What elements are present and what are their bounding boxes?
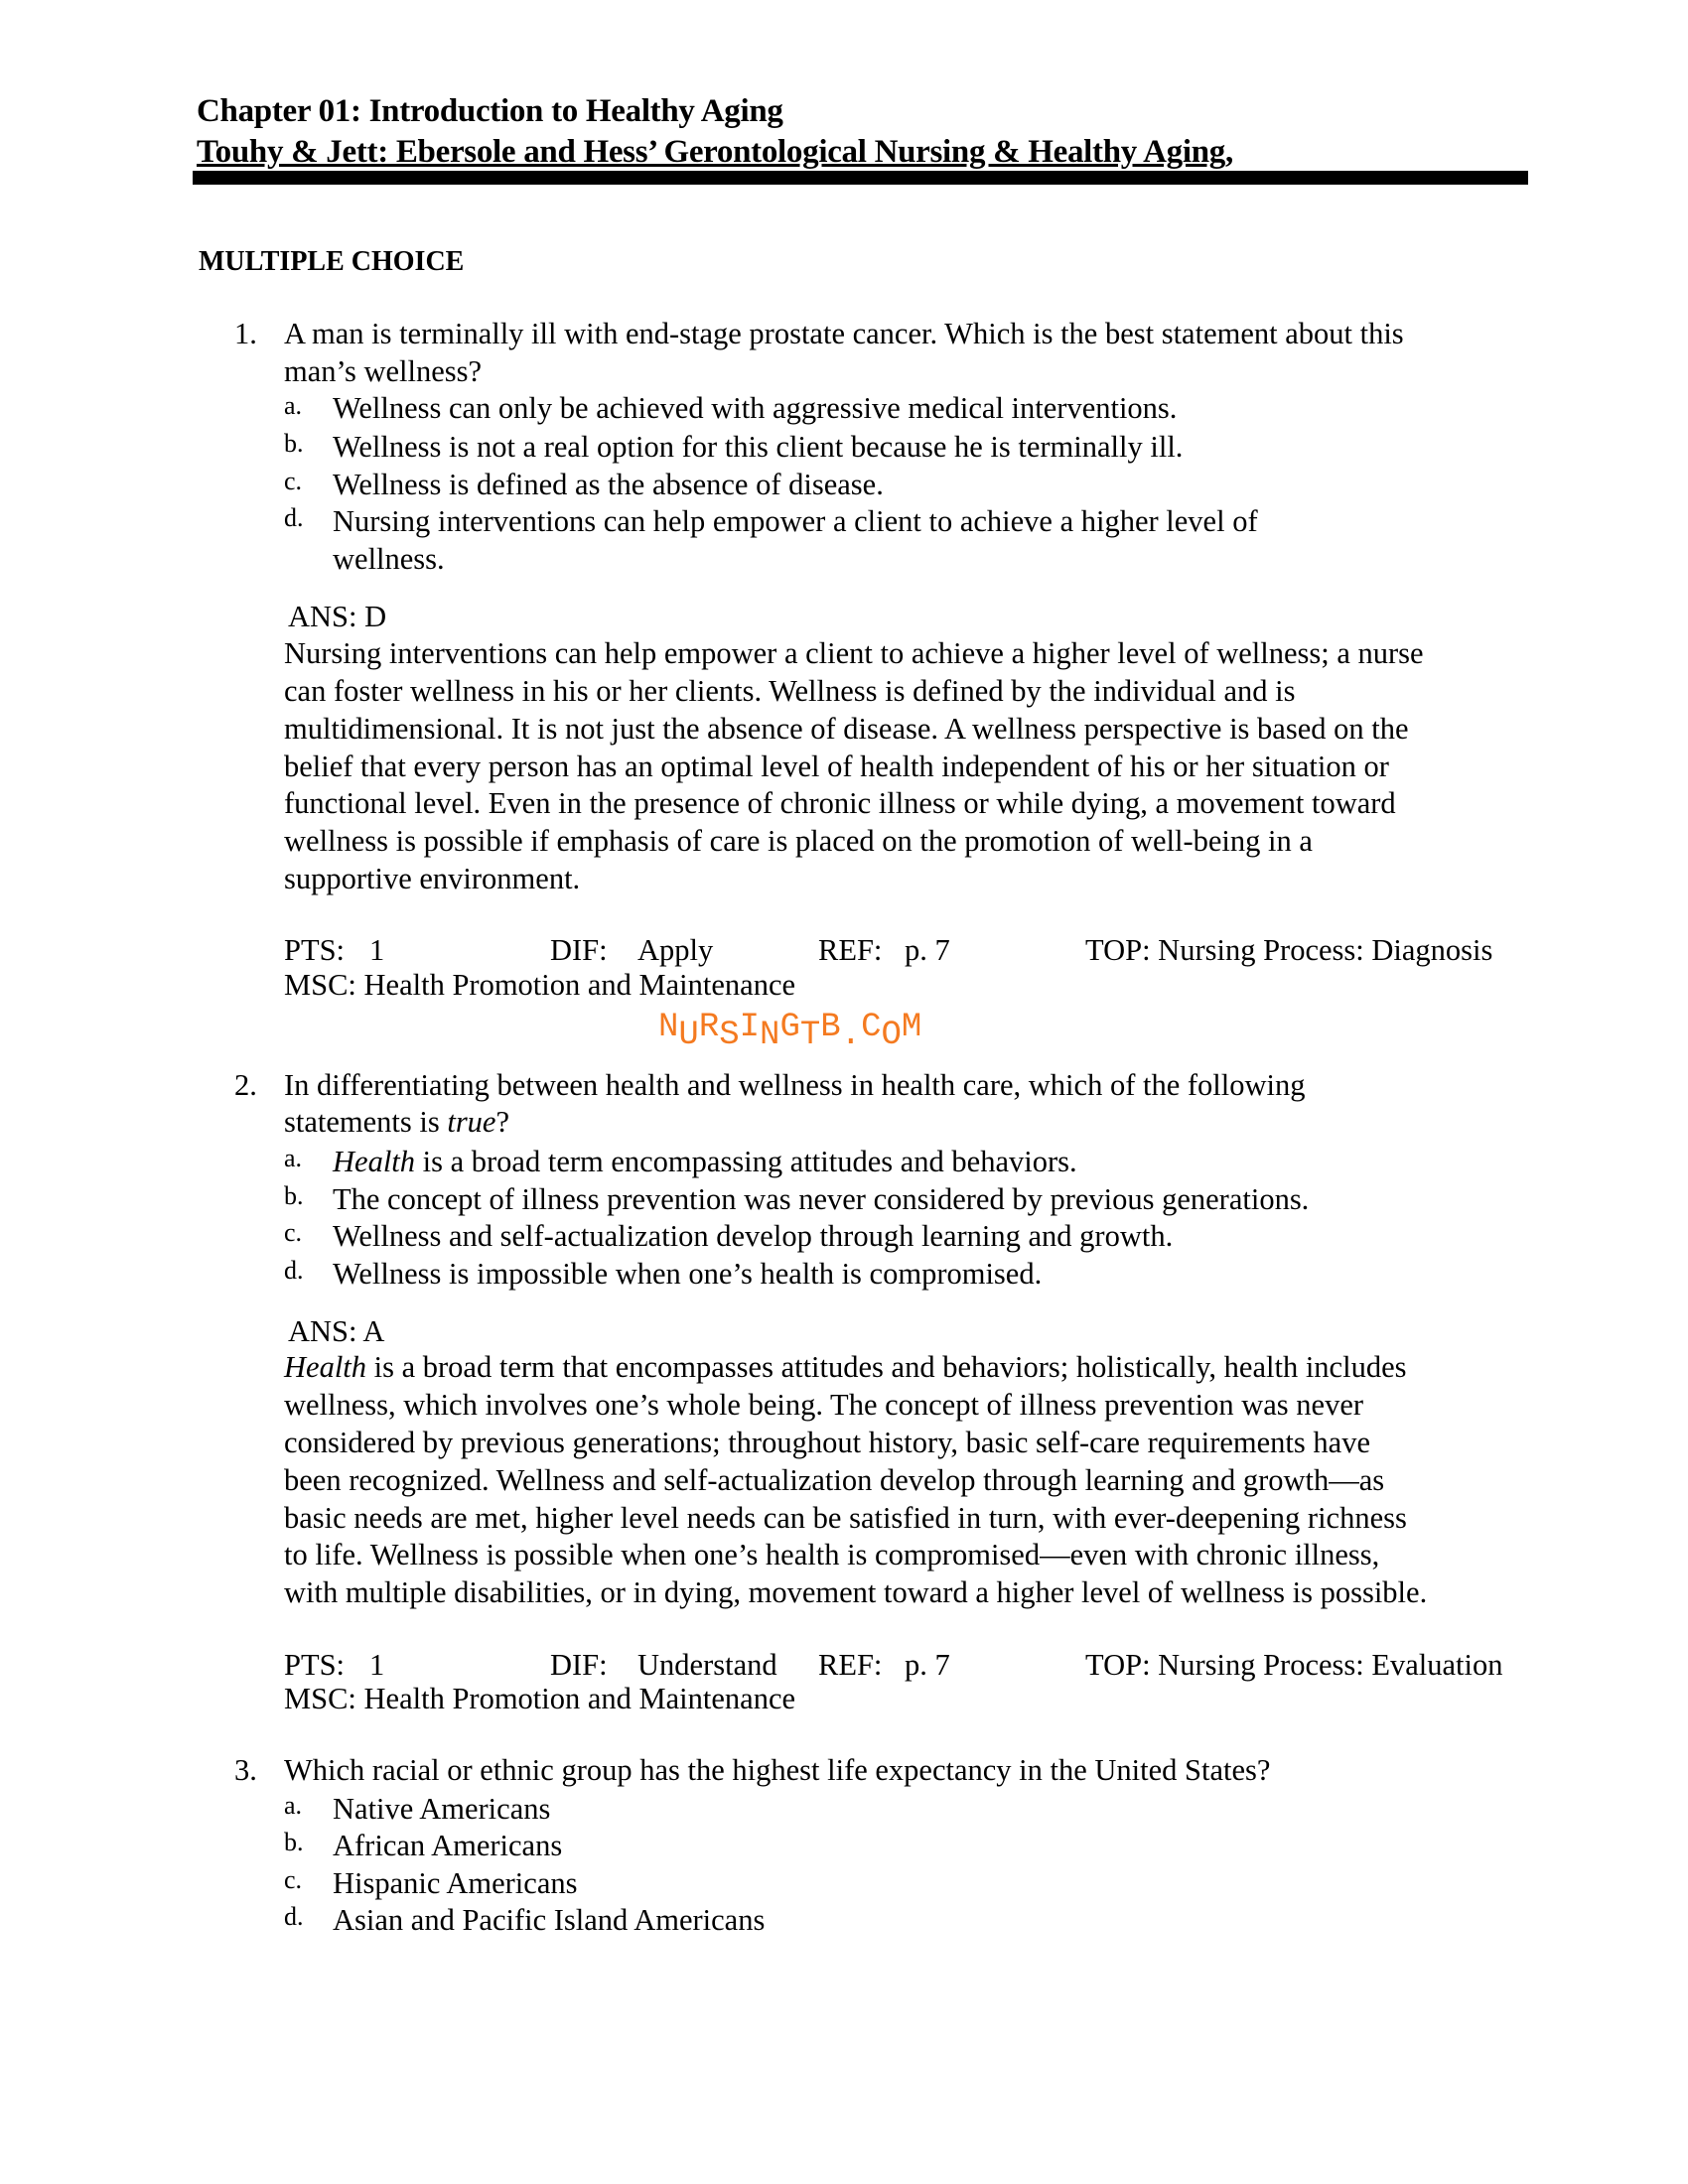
option-letter: c.: [284, 1865, 303, 1894]
rationale-line: can foster wellness in his or her clients. Wellness is defined by the individual and is: [284, 674, 1296, 708]
watermark-letter: M: [901, 1009, 922, 1046]
ref-label: REF:: [818, 1648, 883, 1682]
question-number: 3.: [234, 1753, 257, 1787]
question-number: 2.: [234, 1068, 257, 1102]
option-letter: b.: [284, 429, 304, 458]
rationale-line: Health is a broad term that encompasses attitudes and behaviors; holistically, health includes: [284, 1350, 1407, 1384]
option-letter: b.: [284, 1181, 304, 1210]
question-stem: statements is true?: [284, 1105, 510, 1139]
option-letter: b.: [284, 1828, 304, 1856]
watermark-letter: T: [799, 1017, 821, 1054]
rationale-line: multidimensional. It is not just the absence of disease. A wellness perspective is based on the: [284, 712, 1409, 746]
option-text: Wellness and self-actualization develop through learning and growth.: [333, 1219, 1174, 1253]
option-text: The concept of illness prevention was never considered by previous generations.: [333, 1182, 1310, 1216]
answer: ANS: D: [288, 600, 387, 633]
pts-value: 1: [369, 933, 385, 967]
answer: ANS: A: [288, 1314, 385, 1348]
option-letter: c.: [284, 1218, 303, 1247]
rationale-line: to life. Wellness is possible when one’s health is compromised—even with chronic illness,: [284, 1538, 1380, 1571]
dif-value: Apply: [637, 933, 714, 967]
option-text: African Americans: [333, 1829, 563, 1862]
chapter-title: Chapter 01: Introduction to Healthy Aging: [197, 93, 783, 129]
rationale-line: functional level. Even in the presence of chronic illness or while dying, a movement toward: [284, 786, 1396, 820]
watermark: [658, 1009, 922, 1054]
option-letter: d.: [284, 503, 304, 532]
watermark-letter: U: [678, 1017, 699, 1054]
section-heading: MULTIPLE CHOICE: [199, 246, 465, 277]
topic: TOP: Nursing Process: Diagnosis: [1085, 933, 1493, 967]
book-title: Touhy & Jett: Ebersole and Hess’ Gerontological Nursing & Healthy Aging,: [197, 134, 1233, 170]
rationale-line: wellness, which involves one’s whole being. The concept of illness prevention was never: [284, 1388, 1364, 1422]
option-text: Hispanic Americans: [333, 1866, 578, 1900]
pts-label: PTS:: [284, 933, 346, 967]
watermark-letter: O: [881, 1017, 902, 1054]
watermark-letter: B: [820, 1009, 841, 1046]
watermark-letter: G: [779, 1009, 800, 1046]
question-number: 1.: [234, 317, 257, 350]
dif-label: DIF:: [550, 933, 608, 967]
rationale-line: supportive environment.: [284, 862, 581, 895]
rationale-line: belief that every person has an optimal level of health independent of his or her situation or: [284, 750, 1389, 783]
option-letter: d.: [284, 1256, 304, 1285]
dif-value: Understand: [637, 1648, 777, 1682]
watermark-letter: I: [739, 1009, 761, 1046]
rationale-line: wellness is possible if emphasis of care is placed on the promotion of well-being in a: [284, 824, 1313, 858]
option-text: Asian and Pacific Island Americans: [333, 1903, 766, 1937]
option-text: Wellness is defined as the absence of disease.: [333, 468, 884, 501]
question-stem: A man is terminally ill with end-stage prostate cancer. Which is the best statement about this: [284, 317, 1404, 350]
watermark-letter: S: [719, 1017, 740, 1054]
watermark-letter: .: [840, 1017, 862, 1054]
watermark-letter: C: [861, 1009, 882, 1046]
ref-label: REF:: [818, 933, 883, 967]
msc: MSC: Health Promotion and Maintenance: [284, 1682, 796, 1715]
pts-value: 1: [369, 1648, 385, 1682]
watermark-letter: R: [698, 1009, 720, 1046]
watermark-letter: N: [760, 1017, 780, 1054]
option-letter: a.: [284, 1144, 303, 1172]
pts-label: PTS:: [284, 1648, 346, 1682]
question-stem: man’s wellness?: [284, 354, 483, 388]
rationale-line: Nursing interventions can help empower a client to achieve a higher level of wellness; a nurse: [284, 636, 1424, 670]
rationale-line: been recognized. Wellness and self-actualization develop through learning and growth—as: [284, 1463, 1385, 1497]
rationale-line: considered by previous generations; throughout history, basic self-care requirements have: [284, 1426, 1370, 1459]
option-letter: d.: [284, 1902, 304, 1931]
option-text: Nursing interventions can help empower a client to achieve a higher level of: [333, 504, 1258, 538]
option-letter: c.: [284, 467, 303, 495]
option-text: Wellness can only be achieved with aggressive medical interventions.: [333, 391, 1178, 425]
ref-value: p. 7: [905, 1648, 950, 1682]
option-text: wellness.: [333, 542, 445, 576]
msc: MSC: Health Promotion and Maintenance: [284, 968, 796, 1002]
option-text: Health is a broad term encompassing attitudes and behaviors.: [333, 1145, 1077, 1178]
topic: TOP: Nursing Process: Evaluation: [1085, 1648, 1503, 1682]
dif-label: DIF:: [550, 1648, 608, 1682]
watermark-letter: N: [658, 1009, 679, 1046]
question-stem: Which racial or ethnic group has the highest life expectancy in the United States?: [284, 1753, 1271, 1787]
rationale-line: with multiple disabilities, or in dying, movement toward a higher level of wellness is possible.: [284, 1575, 1428, 1609]
option-letter: a.: [284, 391, 303, 420]
rationale-line: basic needs are met, higher level needs can be satisfied in turn, with ever-deepening richness: [284, 1501, 1407, 1535]
option-letter: a.: [284, 1791, 303, 1820]
option-text: Wellness is not a real option for this client because he is terminally ill.: [333, 430, 1184, 464]
option-text: Wellness is impossible when one’s health is compromised.: [333, 1257, 1043, 1291]
question-stem: In differentiating between health and wellness in health care, which of the following: [284, 1068, 1306, 1102]
header-rule: [193, 171, 1528, 185]
option-text: Native Americans: [333, 1792, 551, 1826]
ref-value: p. 7: [905, 933, 950, 967]
